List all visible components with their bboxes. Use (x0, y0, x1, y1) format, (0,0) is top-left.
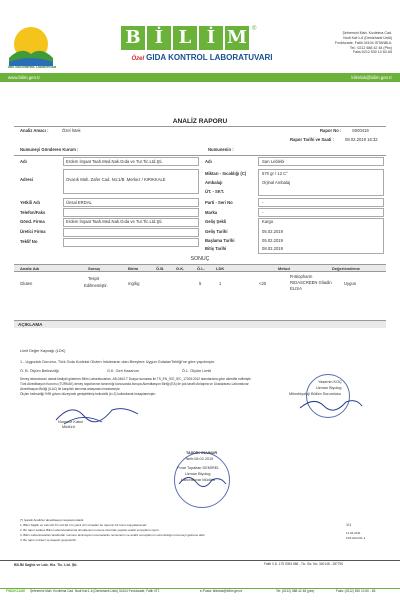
signer-role: Mikrobiyoloji Bölüm Sorumlusu (289, 392, 341, 396)
footer-divider (0, 560, 400, 561)
doc-date: 11.04.2011 (346, 531, 361, 535)
footnote: 3. Bilim Laboratuvarları tarafından numune alınmayan numunelerde numunenin ve analiz sonuçlarının sorumluluğu numuneyi getirene aittir. (20, 533, 206, 537)
field-label: Bitiş Tarihi (205, 246, 227, 251)
sample-label: Numunenin : (208, 147, 234, 152)
field-box (63, 218, 199, 227)
approval-text: TASDİK OLUNUR (186, 451, 218, 455)
footnote: 1. Bilim Sağlık ve Lab.Hiz.Tic.Ltd.Şti.'nin yazılı izni olmadan bu raporun bir kısmı kopyalanamaz. (20, 523, 148, 527)
footer-fax: Faks: (0212) 530 10 60 - 65 (336, 589, 376, 593)
explanation-header (14, 320, 386, 328)
field-value: 05.02.2019 (262, 229, 283, 234)
page-count: 1/1 (346, 523, 352, 527)
accreditation-text: Türk Akreditasyon Kurumu (TÜRKAK) deney raporlarının tanınırlığı konusunda Avrupa Akreditasyon Birliği (EA) ile çok taraflı Anlaşma ve Uluslararası Laboratuvar (20, 382, 249, 386)
field-label: Geliş Şekli (205, 219, 227, 224)
field-box (63, 208, 199, 217)
sender-label: Numuneyi Gönderen Kurum : (20, 147, 79, 152)
legend-item: Ö.L. Ölçüm Limiti (182, 369, 212, 373)
field-label: Adresi (20, 177, 34, 182)
ol-value: 5 (199, 281, 202, 286)
brand-letter: M (225, 26, 249, 50)
footer-email[interactable]: e-Posta: bilimlab@bilim.gen.tr (200, 589, 243, 593)
field-label: Gönd. Firma (20, 219, 45, 224)
analysis-name: Gluten (20, 281, 33, 286)
accreditation-text: Ölçüm belirsizliği %95 güven düzeyinde genişletilmiş belirsizlik (k=2) kullanılarak hesaplanmıştır. (20, 392, 156, 396)
field-label: Telefon/Faks (20, 210, 46, 215)
left-logo-caption: ÖZEL GIDA KONTROL LABORATUVARI (7, 66, 57, 69)
footnote: 4. Bu rapor imzasız ve kaşesiz geçersizdir. (20, 538, 77, 542)
report-title: ANALİZ RAPORU (172, 118, 228, 125)
result-section-title: SONUÇ (190, 256, 210, 262)
analysis-purpose-value: Özel İstek (62, 128, 81, 133)
field-box (258, 198, 384, 207)
field-box (63, 238, 199, 247)
field-label: Başlama Tarihi (205, 238, 235, 243)
field-value: - (262, 200, 264, 205)
limit-value: <20 (259, 281, 267, 286)
registered-mark: ® (252, 26, 257, 32)
ldk-value: 1 (219, 281, 222, 286)
field-label: Parti - Seri No (205, 200, 233, 205)
explanation-title: AÇIKLAMA (18, 322, 43, 327)
field-box (63, 198, 199, 207)
report-date-label: Rapor Tarihi ve Saati : (290, 137, 334, 142)
footnote: (*) İşaretli Analizler akreditasyon kapsamındadır. (20, 518, 85, 522)
col-header: G.K. (176, 266, 185, 271)
field-value: Orjinal Ambalaj (262, 180, 291, 185)
header-contact-bar (0, 73, 400, 82)
field-value: 570 gr / 12 C° (262, 171, 288, 176)
field-value: Ünsal ERDAL (66, 200, 92, 205)
legend-item: G.K. Geri Kazanım (107, 369, 139, 373)
analysis-purpose-label: Analiz Amacı : (20, 128, 49, 133)
signer-name: Numune Kabul (58, 420, 84, 424)
limit-source-label: Limit Değer Kaynağı (LDK) (20, 349, 66, 353)
footer-brand: FINDIKZADE (6, 589, 26, 593)
field-value: 05.02.2019 (262, 238, 283, 243)
brand-letter: İ (199, 26, 223, 50)
field-label: Üretici Firma (20, 229, 46, 234)
signer-name: Yasemin KOÇ (318, 380, 342, 384)
website-link[interactable]: www.bilim.gen.tr (8, 75, 40, 80)
field-label: Miktarı - Sıcaklığı (C) (205, 171, 247, 176)
result-line: Tespit (88, 276, 99, 281)
method-line: ELISA (290, 286, 302, 291)
col-header: Sonuç (88, 266, 101, 271)
report-date-value: 08.02.2019 16:32 (345, 137, 378, 142)
subtitle-text: GIDA KONTROL LABORATUVARI (146, 53, 273, 62)
report-no-value: S000419 (352, 128, 369, 133)
footer-phone: Tel: (0212) 588 42 48 (pbx) (276, 589, 315, 593)
result-table-header (14, 264, 386, 272)
field-label: Teklif No (20, 239, 38, 244)
field-box (258, 157, 384, 166)
footer-address: Şehremini Mah. Kızılelma Cad. Nodi Kat:1-6 (Denizbank Üstü) 34104 Fındıkzade, Fatih İST. (30, 589, 160, 593)
evaluation: Uygun (344, 281, 357, 286)
field-label: Geliş Tarihi (205, 229, 228, 234)
result-line: Edilmemiştir. (84, 283, 108, 288)
unit: mg/kg (128, 281, 140, 286)
brand-letter: L (173, 26, 197, 50)
col-header: LDK (216, 266, 225, 271)
field-box (63, 169, 199, 194)
footer-tax: Fatih V.D. 175 0054 686 - Tic. Sic. No: 340148 - 287750 (264, 562, 344, 566)
col-header: Analiz Adı (20, 266, 40, 271)
brand-letter: B (121, 26, 145, 50)
address-line: Nodi Kat:1-6 (Denizbank Üstü) (343, 35, 392, 40)
method-line: R-Biopharm (290, 274, 313, 279)
brand-letter: İ (147, 26, 171, 50)
field-label: Ambalajı (205, 180, 223, 185)
limit-source-line: 1 - Uygunluk Durumu, Türk Gıda Kodeksi Gluten İntoleransı olan Bireylere Uygun Gıdalar/Tebliği'ne göre yapılmıştır. (20, 360, 216, 364)
field-label: ÜT. - SKT. (205, 189, 225, 194)
doc-number: F15-HR-F01-1 (346, 536, 366, 540)
field-label: Marka (205, 210, 218, 215)
legend-item: Ö. B. Ölçüm Belirsizliği (20, 369, 59, 373)
field-value: 08.02.2019 (262, 246, 283, 251)
col-header: Birim (128, 266, 139, 271)
field-label: Adı (205, 159, 212, 164)
col-header: Metod (278, 266, 290, 271)
divider (14, 126, 386, 127)
email-link[interactable]: kilimlab@bilim.gen.tr (351, 75, 392, 80)
field-label: Yetkili Adı (20, 200, 40, 205)
address-line: Şehremini Mah. Kızılelma Cad. (342, 31, 392, 35)
field-box (258, 169, 384, 196)
field-box (63, 228, 199, 237)
field-value: Sarı Leblebi (262, 159, 285, 164)
field-value: Erdem İnşaat Taah.Med.Nak.Gıda ve Tur.Tic.Ltd.Şti. (66, 159, 163, 164)
field-value: Ovacık Mah. Zafer Cad. No:1/B .Merkez / KIRIKKALE (66, 177, 166, 182)
approval-date: Tarih:08.02.2019 (185, 457, 214, 461)
field-value: - (262, 210, 264, 215)
report-no-label: Rapor No : (320, 128, 342, 133)
field-value: Kargo (262, 219, 274, 224)
field-box (63, 157, 199, 166)
sun-mountain-logo (5, 24, 57, 66)
accreditation-text: Akreditasyon Birliği (ILAC) ile karşılıklı tanınma anlaşması imzalamıştır. (20, 387, 121, 391)
address-line: Faks:0212 530 10 60-65 (353, 50, 392, 55)
footer-company: BİLİM Sağlık ve Lab. Hiz. Tic. Ltd. Şti. (14, 563, 78, 567)
col-header: Ö.B. (156, 266, 165, 271)
brand-subtitle (112, 53, 292, 63)
field-label: Adı (20, 159, 27, 164)
accreditation-text: Deney laboratuvarı olarak faaliyet gösteren Bilim Laboratuvarları, AB-0463-T Dosya numarası ile TS_EN_ISO_IEC_17025:2012 standardına göre akredite edilmiştir. (20, 377, 252, 381)
header (0, 0, 400, 88)
footnote: 2. Bu rapor sadece Bilim Laboratuvarlarına örneklenen numune üzerinde yapılan analiz sonuçlarını içerir. (20, 528, 160, 532)
address-block (282, 31, 392, 55)
field-value: Erdem İnşaat Taah.Med.Nak.Gıda ve Tur.Tic.Ltd.Şti. (66, 219, 163, 224)
divider (14, 155, 386, 156)
address-line: Fındıkzade, Fatih 34104 İSTANBUL (334, 40, 392, 45)
signer-title: Müdürü (62, 425, 75, 429)
brand-logo (121, 26, 256, 50)
col-header: Değerlendirme (332, 266, 361, 271)
subtitle-prefix: Özel (131, 56, 145, 62)
field-box (258, 208, 384, 217)
col-header: Ö.L. (197, 266, 205, 271)
address-line: Tel.: 0212 588 42 48 (Pbx) (349, 45, 392, 50)
approver-name: Pınar Topaltan DEMİREL (177, 466, 220, 470)
method-line: RIDASCREEN Gliadin (290, 280, 332, 285)
approver-role: Uzman Biyolog (185, 472, 211, 476)
signer-role: Uzman Biyolog (316, 386, 342, 390)
approver-role: Laboratuvar Müdürü (181, 478, 216, 482)
field-box (258, 218, 384, 254)
